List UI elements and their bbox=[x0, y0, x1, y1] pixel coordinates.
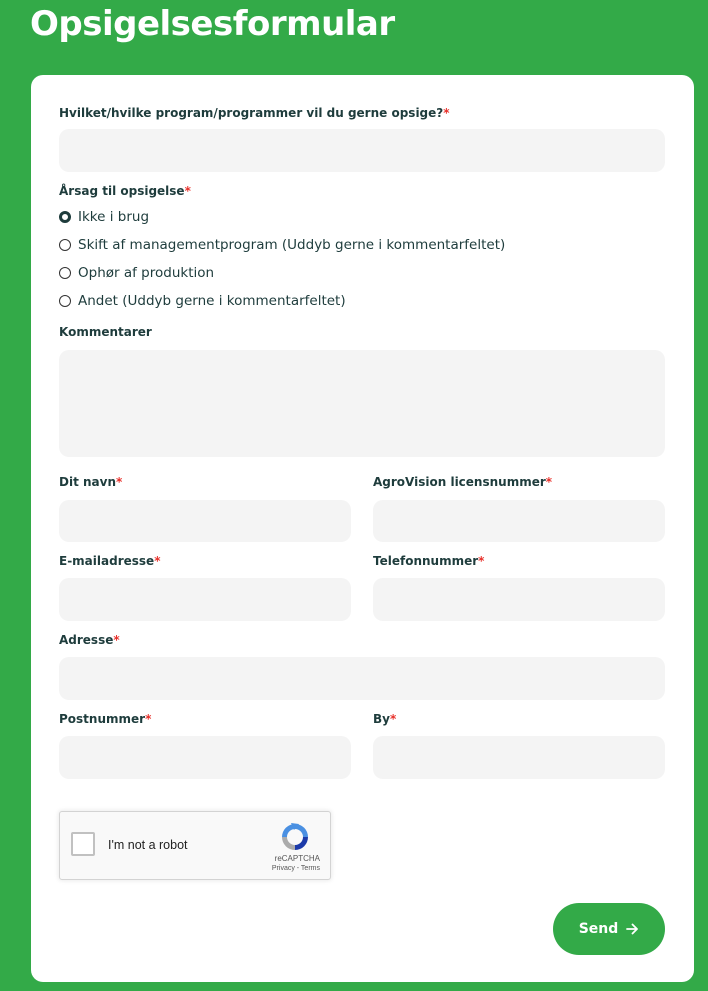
email-input[interactable] bbox=[59, 578, 351, 621]
radio-label: Ophør af produktion bbox=[78, 265, 215, 281]
radio-icon[interactable] bbox=[59, 295, 71, 307]
name-label: Dit navn* bbox=[59, 475, 123, 489]
radio-checked-icon[interactable] bbox=[59, 211, 71, 223]
required-marker: * bbox=[389, 712, 397, 726]
address-label: Adresse* bbox=[59, 633, 120, 647]
recaptcha-logo-icon bbox=[279, 821, 311, 853]
page-title: Opsigelsesformular bbox=[30, 4, 395, 44]
reason-option-ikke-i-brug[interactable] bbox=[59, 207, 149, 227]
recaptcha-label: I'm not a robot bbox=[108, 838, 188, 852]
phone-label: Telefonnummer* bbox=[373, 554, 485, 568]
city-label: By* bbox=[373, 712, 397, 726]
postal-input[interactable] bbox=[59, 736, 351, 779]
city-input[interactable] bbox=[373, 736, 665, 779]
required-marker: * bbox=[154, 554, 161, 568]
reason-option-skift[interactable] bbox=[59, 235, 505, 255]
comments-label: Kommentarer bbox=[59, 325, 152, 339]
name-input[interactable] bbox=[59, 500, 351, 542]
radio-icon[interactable] bbox=[59, 239, 71, 251]
send-button[interactable] bbox=[553, 903, 665, 955]
arrow-right-icon bbox=[626, 923, 639, 935]
license-label: AgroVision licensnummer* bbox=[373, 475, 553, 489]
postal-label: Postnummer* bbox=[59, 712, 152, 726]
send-button-label: Send bbox=[578, 921, 619, 937]
form-card bbox=[31, 75, 694, 982]
required-marker: * bbox=[545, 475, 553, 489]
program-input[interactable] bbox=[59, 129, 665, 172]
email-label: E-mailadresse* bbox=[59, 554, 161, 568]
reason-option-andet[interactable] bbox=[59, 291, 346, 311]
recaptcha-checkbox[interactable] bbox=[71, 832, 95, 856]
phone-input[interactable] bbox=[373, 578, 665, 621]
recaptcha-widget bbox=[59, 811, 331, 880]
required-marker: * bbox=[145, 712, 152, 726]
required-marker: * bbox=[184, 184, 191, 198]
recaptcha-brand: reCAPTCHA bbox=[274, 854, 320, 863]
radio-icon[interactable] bbox=[59, 267, 71, 279]
radio-label: Ikke i brug bbox=[78, 209, 150, 225]
required-marker: * bbox=[478, 554, 485, 568]
required-marker: * bbox=[113, 633, 120, 647]
program-label: Hvilket/hvilke program/programmer vil du gerne opsige?* bbox=[59, 106, 450, 120]
radio-label: Andet (Uddyb gerne i kommentarfeltet) bbox=[78, 293, 346, 309]
required-marker: * bbox=[116, 475, 123, 489]
reason-label: Årsag til opsigelse* bbox=[59, 184, 191, 198]
radio-label: Skift af managementprogram (Uddyb gerne i kommentarfeltet) bbox=[78, 237, 506, 253]
comments-textarea[interactable] bbox=[59, 350, 665, 457]
required-marker: * bbox=[443, 106, 450, 120]
recaptcha-links[interactable]: Privacy - Terms bbox=[271, 865, 320, 872]
license-input[interactable] bbox=[373, 500, 665, 542]
address-input[interactable] bbox=[59, 657, 665, 700]
reason-option-ophoer[interactable] bbox=[59, 263, 214, 283]
